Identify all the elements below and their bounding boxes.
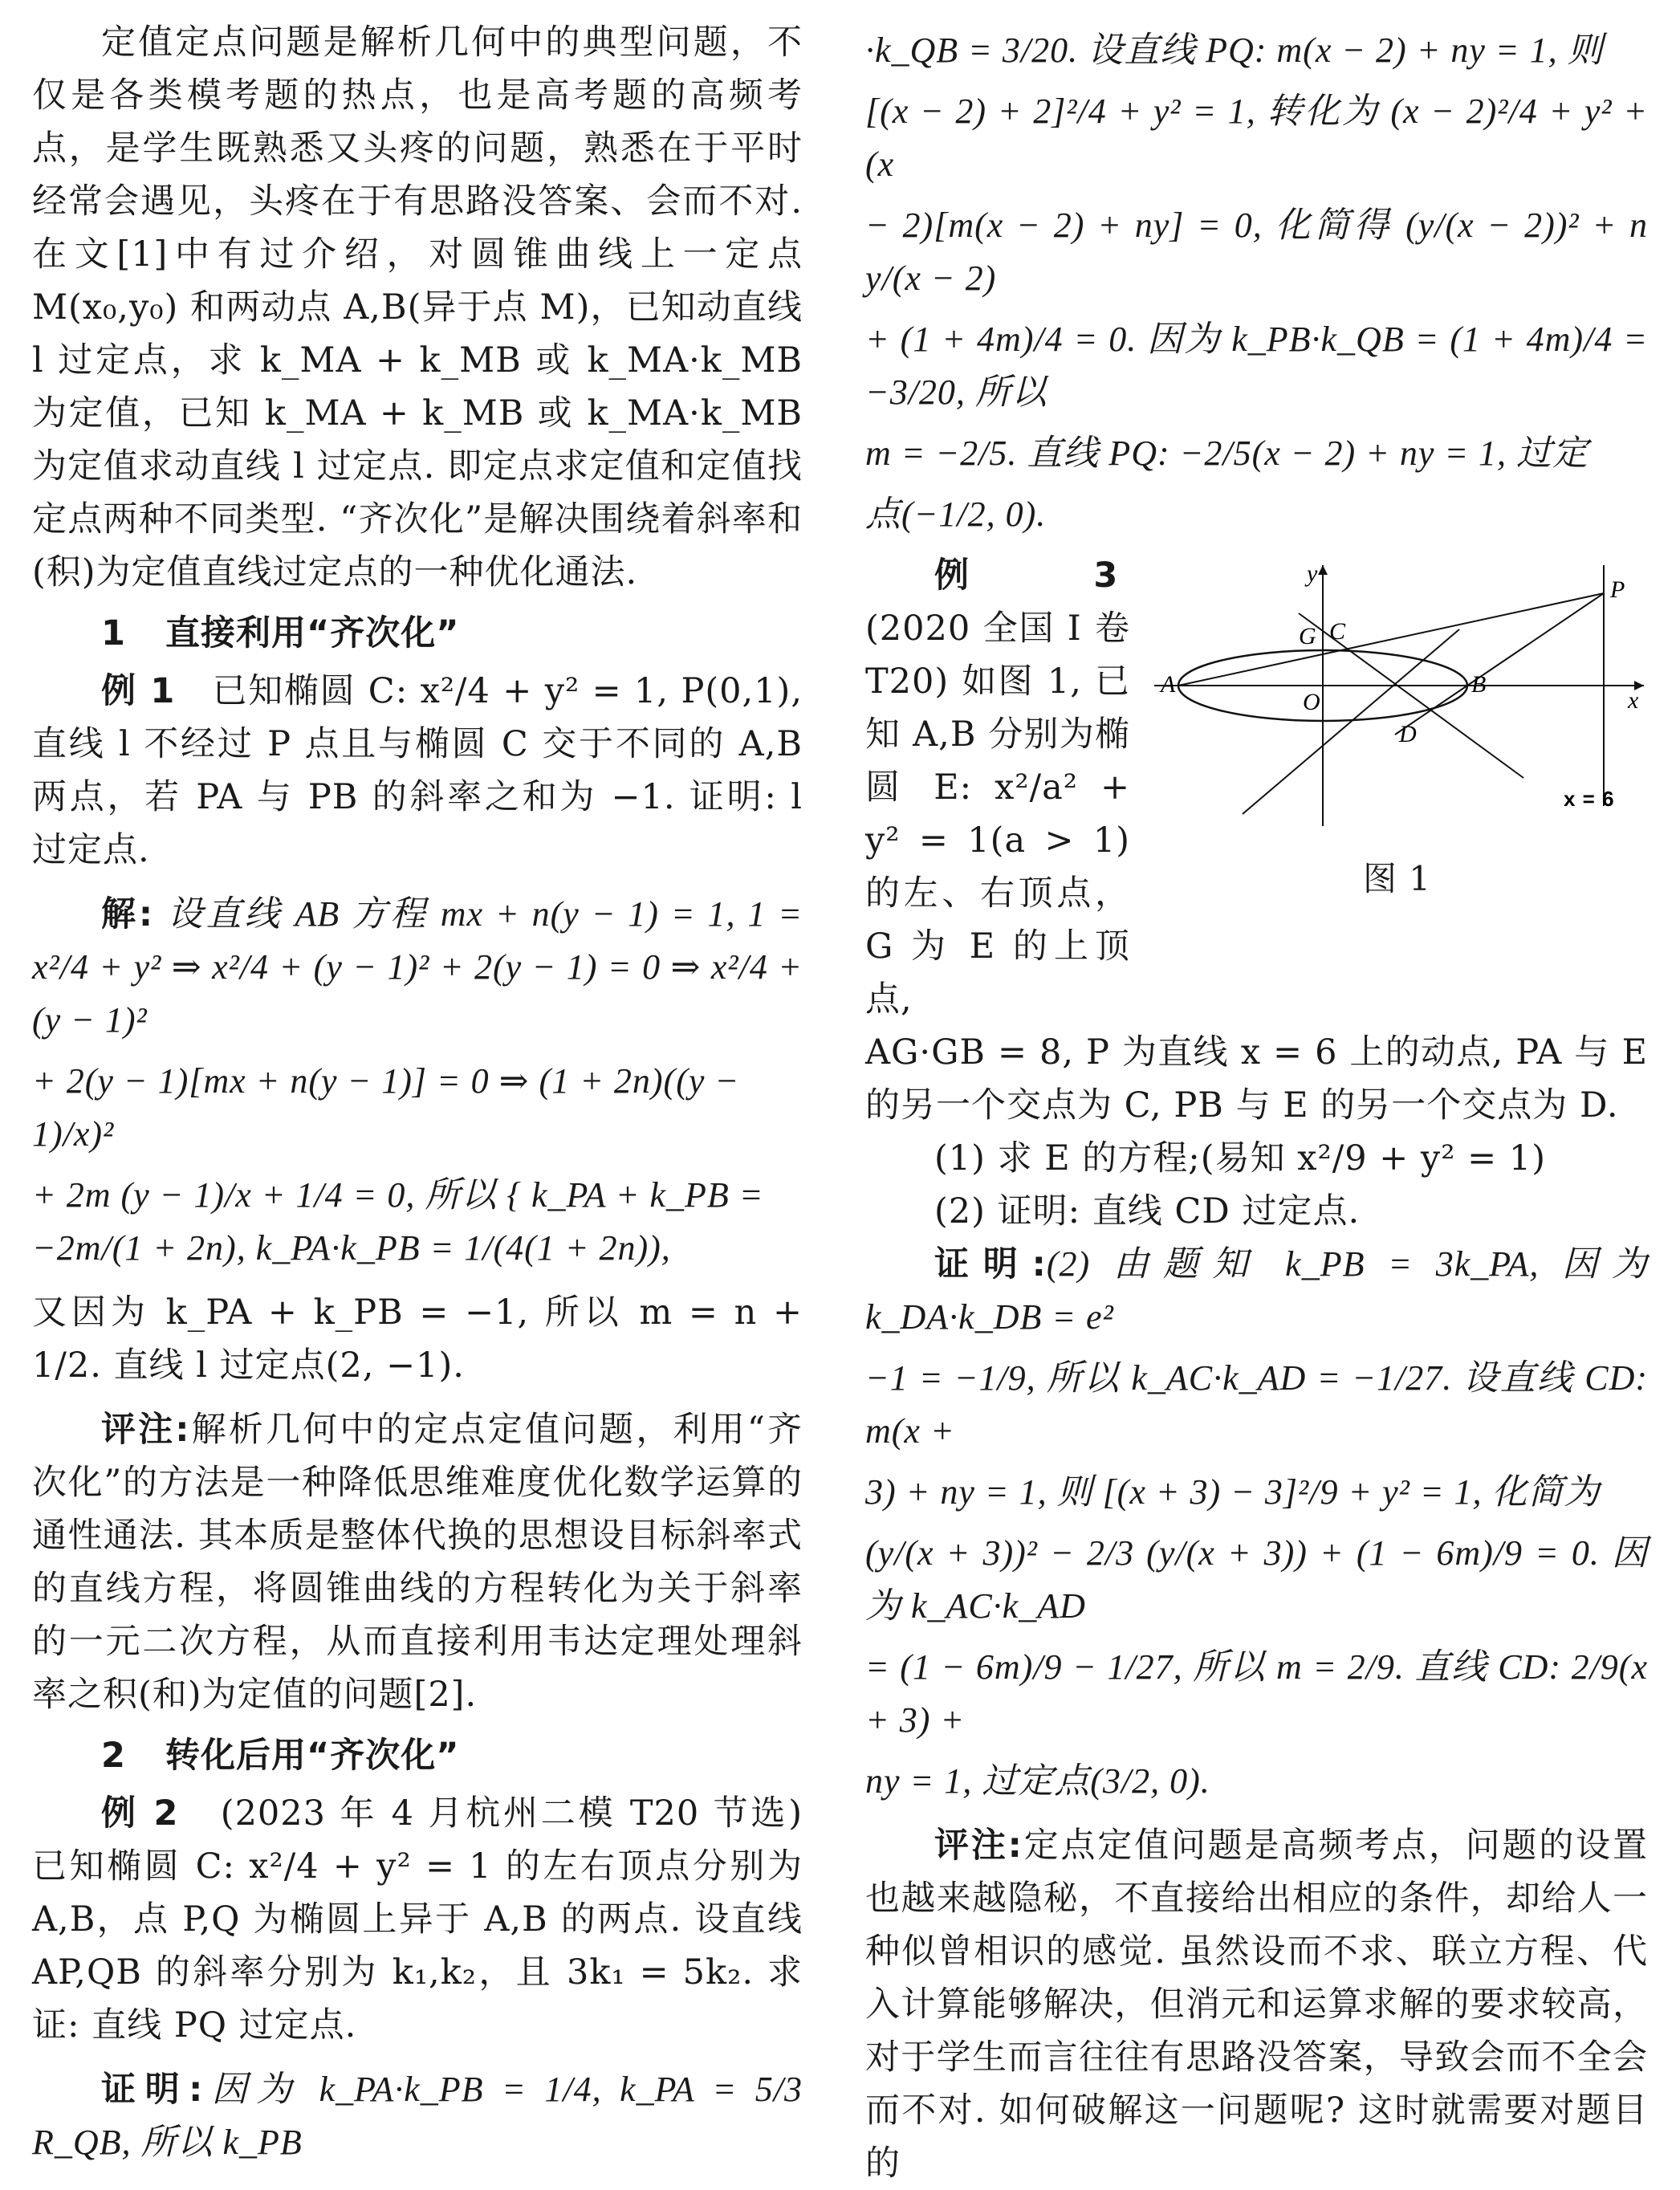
proof-3-line-5: = (1 − 6m)/9 − 1/27, 所以 m = 2/9. 直线 CD: 2/9(x + 3) +: [865, 1647, 1648, 1740]
proof-3-label: 证明:: [934, 1244, 1047, 1284]
example-2: [32, 1787, 803, 2052]
figure-1: [1146, 549, 1648, 1026]
proof-2-cont-5: m = −2/5. 直线 PQ: −2/5(x − 2) + ny = 1, 过定: [865, 434, 1589, 473]
section-1-title: 直接利用“齐次化”: [165, 613, 460, 653]
label-y: y: [1307, 560, 1319, 587]
example-2-label: 例 2: [101, 1793, 179, 1834]
example-1-label: 例 1: [101, 671, 176, 711]
proof-2-cont-2: [(x − 2) + 2]²/4 + y² = 1, 转化为 (x − 2)²/4 + y² + (x: [865, 92, 1648, 184]
proof-2: [32, 2063, 803, 2169]
example-1-text: 已知椭圆 C: x²/4 + y² = 1, P(0,1), 直线 l 不经过 P 点且与椭圆 C 交于不同的 A,B 两点，若 PA 与 PB 的斜率之和为 −1. 证明: l 过定点.: [32, 671, 803, 870]
solution-1-label: 解:: [101, 894, 154, 934]
example-3-block: [865, 549, 1648, 1026]
remark-3-text: 定点定值问题是高频考点，问题的设置也越来越隐秘，不直接给出相应的条件，却给人一种似曾相识的感觉. 虽然设而不求、联立方程、代入计算能够解决，但消元和运算求解的要求较高，对于学生而言往往有思路没答案，导致会而不全会而不对. 如何破解这一问题呢? 这时就需要对题目的: [865, 1826, 1648, 2184]
solution-1-line-2: + 2(y − 1)[mx + n(y − 1)] = 0 ⇒ (1 + 2n)((y − 1)/x)²: [32, 1061, 740, 1154]
proof-3-line-4: (y/(x + 3))² − 2/3 (y/(x + 3)) + (1 − 6m)/9 = 0. 因为 k_AC·k_AD: [865, 1533, 1648, 1626]
proof-2-label: 证明:: [101, 2070, 204, 2110]
remark-1: [32, 1403, 803, 1721]
proof-3-line-1: (2) 由题知 k_PB = 3k_PA, 因为 k_DA·k_DB = e²: [865, 1244, 1649, 1337]
remark-3: [865, 1819, 1648, 2190]
ellipse-diagram: [1146, 549, 1648, 838]
proof-2-text: 因为 k_PA·k_PB = 1/4, k_PA = 5/3 R_QB, 所以 k_PB: [32, 2070, 803, 2162]
label-d: D: [1399, 721, 1418, 747]
label-x-6: x = 6: [1564, 787, 1615, 811]
label-p: P: [1610, 576, 1626, 603]
section-2-heading: [32, 1729, 803, 1782]
proof-3-line-2: −1 = −1/9, 所以 k_AC·k_AD = −1/27. 设直线 CD: m(x +: [865, 1358, 1648, 1451]
example-3-label: 例 3: [934, 556, 1119, 596]
remark-3-label: 评注:: [934, 1826, 1023, 1866]
label-b: B: [1471, 671, 1487, 698]
question-1: (1) 求 E 的方程;(易知 x²/9 + y² = 1): [934, 1138, 1546, 1178]
intro-paragraph: 定值定点问题是解析几何中的典型问题，不仅是各类模考题的热点，也是高考题的高频考点，是学生既熟悉又头疼的问题，熟悉在于平时经常会遇见，头疼在于有思路没答案、会而不对. 在文[1]中有过介绍，对圆锥曲线上一定点 M(x₀,y₀) 和两动点 A,B(异于点 M)，已知动直线 l 过定点，求 k_MA + k_MB 或 k_MA·k_MB 为定值，已知 k_MA + k_MB 或 k_MA·k_MB 为定值求动直线 l 过定点. 即定点求定值和定值找定点两种不同类型. “齐次化”是解决围绕着斜率和(积)为定值直线过定点的一种优化通法.: [32, 22, 803, 592]
proof-3-line-6: ny = 1, 过定点(3/2, 0).: [865, 1761, 1210, 1801]
section-2-number: 2: [101, 1736, 126, 1776]
label-o: O: [1303, 689, 1321, 715]
figure-1-caption: 图 1: [1362, 859, 1432, 898]
example-3: [865, 549, 1130, 1026]
proof-3-line-3: 3) + ny = 1, 则 [(x + 3) − 3]²/9 + y² = 1, 化简为: [865, 1472, 1601, 1512]
line-pb: [1467, 593, 1604, 686]
section-1-number: 1: [101, 613, 126, 653]
label-c: C: [1329, 618, 1347, 645]
proof-2-cont-6: 点(−1/2, 0).: [865, 495, 1047, 534]
solution-1-conclusion: 又因为 k_PA + k_PB = −1, 所以 m = n + 1/2. 直线 l 过定点(2, −1).: [32, 1292, 803, 1386]
right-column: [865, 16, 1648, 2190]
label-x: x: [1628, 687, 1640, 714]
label-a: A: [1161, 671, 1177, 698]
proof-3: [865, 1238, 1648, 1344]
remark-1-text: 解析几何中的定点定值问题，利用“齐次化”的方法是一种降低思维难度优化数学运算的通性通法. 其本质是整体代换的思想设目标斜率式的直线方程，将圆锥曲线的方程转化为关于斜率的一元二次方程，从而直接利用韦达定理处理斜率之积(和)为定值的问题[2].: [32, 1410, 803, 1715]
example-3-continued: AG·GB = 8, P 为直线 x = 6 上的动点, PA 与 E 的另一个交点为 C, PB 与 E 的另一个交点为 D.: [865, 1032, 1648, 1126]
section-1-heading: [32, 607, 803, 660]
left-column: [32, 16, 803, 2169]
solution-1: [32, 888, 803, 1047]
solution-1-line-3: + 2m (y − 1)/x + 1/4 = 0, 所以 { k_PA + k_PB = −2m/(1 + 2n), k_PA·k_PB = 1/(4(1 + 2n)),: [32, 1175, 764, 1268]
line-gb: [1243, 629, 1459, 814]
label-g: G: [1299, 623, 1317, 649]
proof-2-cont-1: ·k_QB = 3/20. 设直线 PQ: m(x − 2) + ny = 1, 则: [865, 31, 1604, 70]
line-pa: [1178, 593, 1604, 686]
example-3-text: (2020 全国 Ⅰ 卷 T20) 如图 1, 已知 A,B 分别为椭圆 E: x²/a² + y² = 1(a > 1) 的左、右顶点，G 为 E 的上顶点,: [865, 609, 1130, 1020]
solution-1-line-1: 设直线 AB 方程 mx + n(y − 1) = 1, 1 = x²/4 + y² ⇒ x²/4 + (y − 1)² + 2(y − 1) = 0 ⇒ x²/4 + (y − 1)²: [32, 894, 803, 1040]
y-axis-arrow: [1318, 565, 1328, 575]
section-2-title: 转化后用“齐次化”: [165, 1736, 460, 1776]
question-2: (2) 证明: 直线 CD 过定点.: [934, 1191, 1361, 1231]
remark-1-label: 评注:: [101, 1410, 190, 1450]
proof-2-cont-4: + (1 + 4m)/4 = 0. 因为 k_PB·k_QB = (1 + 4m)/4 = −3/20, 所以: [865, 320, 1648, 412]
example-1: [32, 665, 803, 877]
proof-2-cont-3: − 2)[m(x − 2) + ny] = 0, 化简得 (y/(x − 2))² + n y/(x − 2): [865, 206, 1648, 298]
example-2-text: (2023 年 4 月杭州二模 T20 节选) 已知椭圆 C: x²/4 + y² = 1 的左右顶点分别为 A,B，点 P,Q 为椭圆上异于 A,B 的两点. 设直线 AP,QB 的斜率分别为 k₁,k₂，且 3k₁ = 5k₂. 求证: 直线 PQ 过定点.: [32, 1793, 803, 2045]
